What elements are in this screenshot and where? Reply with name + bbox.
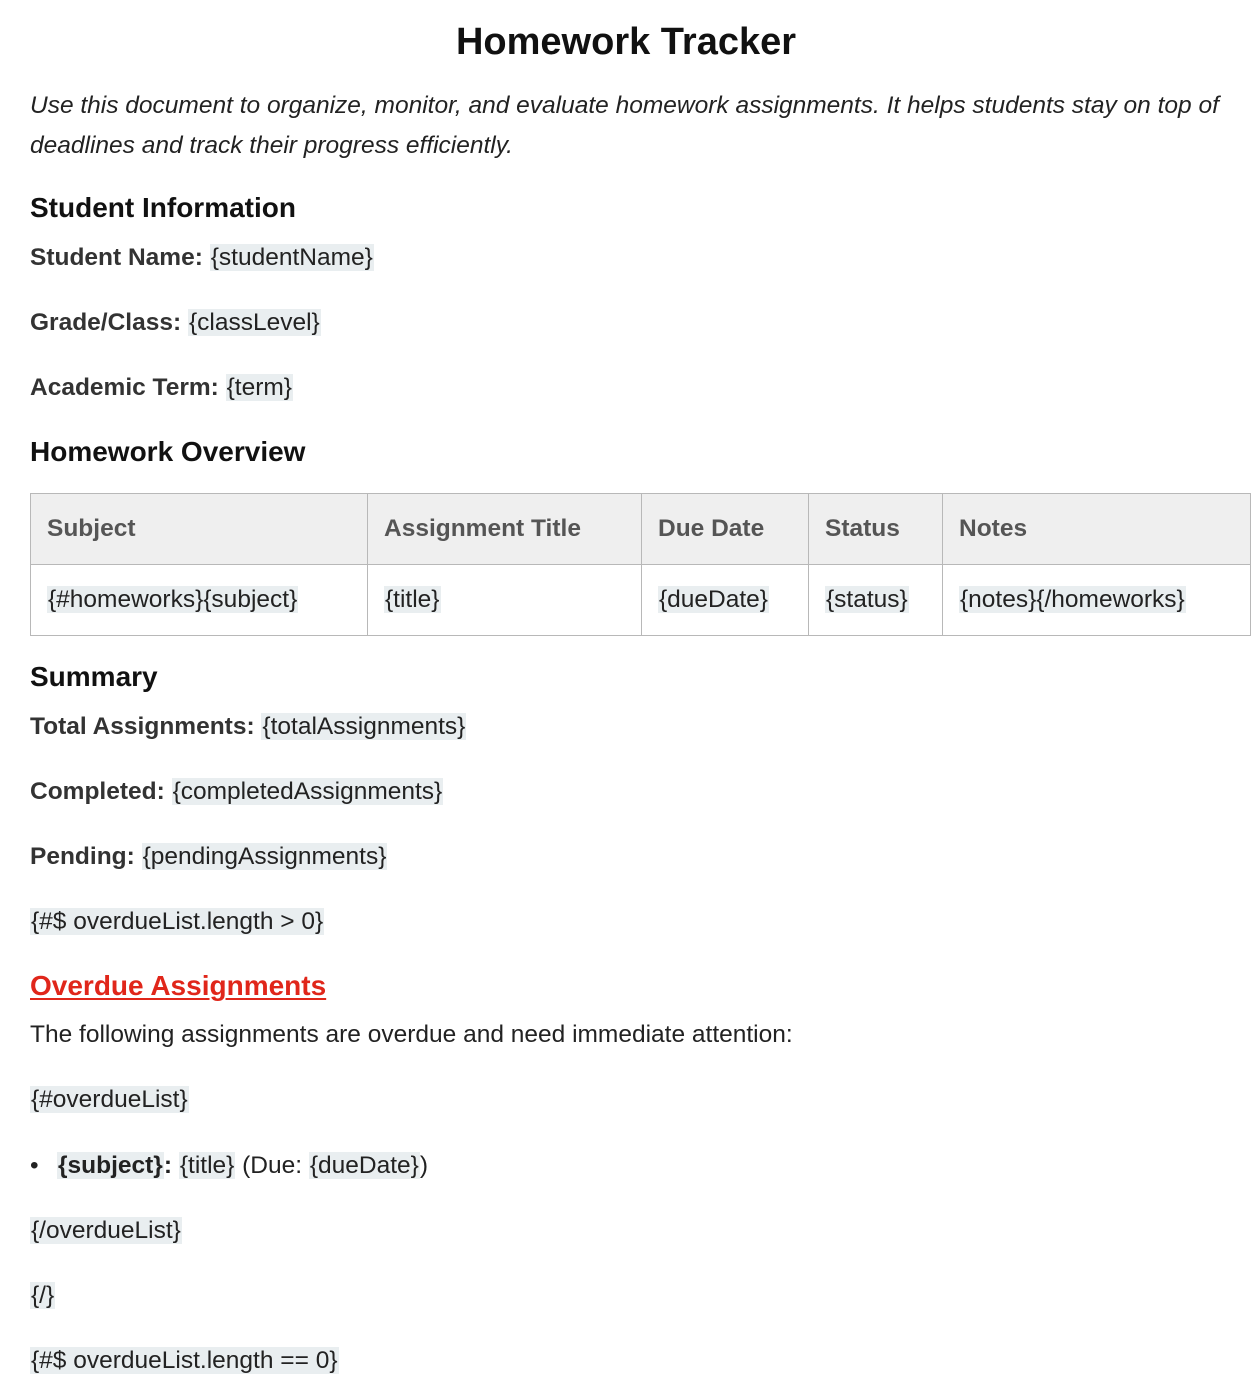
notes-placeholder: {notes}{/homeworks}	[960, 586, 1185, 613]
overdue-list-close	[30, 1214, 182, 1248]
document-title: Homework Tracker	[455, 21, 797, 63]
grade-class-label: Grade/Class:	[30, 309, 182, 336]
overdue-list-close-tag: {/overdueList}	[31, 1217, 181, 1244]
academic-term-placeholder: {term}	[226, 374, 292, 401]
overdue-description: The following assignments are overdue and need immediate attention:	[30, 1021, 793, 1048]
cell-notes	[943, 565, 1251, 636]
list-item	[30, 1149, 428, 1183]
overdue-condition-empty	[30, 1344, 339, 1378]
overdue-condition-empty-tag: {#$ overdueList.length == 0}	[31, 1347, 338, 1374]
student-info-heading: Student Information	[30, 192, 296, 223]
academic-term-field	[30, 371, 293, 405]
status-placeholder: {status}	[826, 586, 908, 613]
total-assignments-placeholder: {totalAssignments}	[262, 713, 466, 740]
overdue-condition-close-tag: {/}	[31, 1282, 55, 1309]
pending-field	[30, 840, 387, 874]
column-header-due-date: Due Date	[642, 494, 809, 565]
title-placeholder: {title}	[385, 586, 440, 613]
overdue-list-open-tag: {#overdueList}	[31, 1086, 188, 1113]
item-title-placeholder: {title}	[179, 1152, 235, 1179]
pending-label: Pending:	[30, 843, 135, 870]
grade-class-field	[30, 306, 321, 340]
item-due-placeholder: {dueDate}	[309, 1152, 419, 1179]
item-due-suffix: )	[419, 1152, 429, 1179]
column-header-assignment-title: Assignment Title	[368, 494, 642, 565]
overdue-condition-open-tag: {#$ overdueList.length > 0}	[31, 908, 324, 935]
summary-heading: Summary	[30, 661, 158, 692]
table-header-row	[31, 494, 1251, 565]
table-row	[31, 565, 1251, 636]
student-name-label: Student Name:	[30, 244, 203, 271]
overdue-condition-close	[30, 1279, 55, 1313]
total-assignments-field	[30, 710, 466, 744]
item-colon: :	[163, 1152, 173, 1179]
grade-class-placeholder: {classLevel}	[188, 309, 320, 336]
overdue-condition-open	[30, 905, 324, 939]
overdue-list-open	[30, 1083, 189, 1117]
student-name-field	[30, 241, 374, 275]
cell-subject	[31, 565, 368, 636]
completed-placeholder: {completedAssignments}	[172, 778, 443, 805]
subject-placeholder: {#homeworks}{subject}	[48, 586, 298, 613]
student-name-placeholder: {studentName}	[210, 244, 373, 271]
total-assignments-label: Total Assignments:	[30, 713, 255, 740]
column-header-notes: Notes	[943, 494, 1251, 565]
homework-table	[30, 493, 1251, 636]
bullet-icon: •	[30, 1152, 39, 1179]
pending-placeholder: {pendingAssignments}	[142, 843, 387, 870]
column-header-status: Status	[809, 494, 943, 565]
intro-paragraph: Use this document to organize, monitor, and evaluate homework assignments. It helps students stay on top of deadlines and track their progress efficiently.	[30, 92, 1219, 159]
cell-status	[809, 565, 943, 636]
cell-due-date	[642, 565, 809, 636]
item-subject-placeholder: {subject}	[58, 1152, 163, 1179]
completed-field	[30, 775, 443, 809]
due-date-placeholder: {dueDate}	[659, 586, 768, 613]
item-due-prefix: (Due:	[235, 1152, 309, 1179]
completed-label: Completed:	[30, 778, 165, 805]
column-header-subject: Subject	[31, 494, 368, 565]
homework-overview-heading: Homework Overview	[30, 436, 306, 467]
cell-title	[368, 565, 642, 636]
overdue-heading: Overdue Assignments	[30, 970, 327, 1001]
academic-term-label: Academic Term:	[30, 374, 219, 401]
